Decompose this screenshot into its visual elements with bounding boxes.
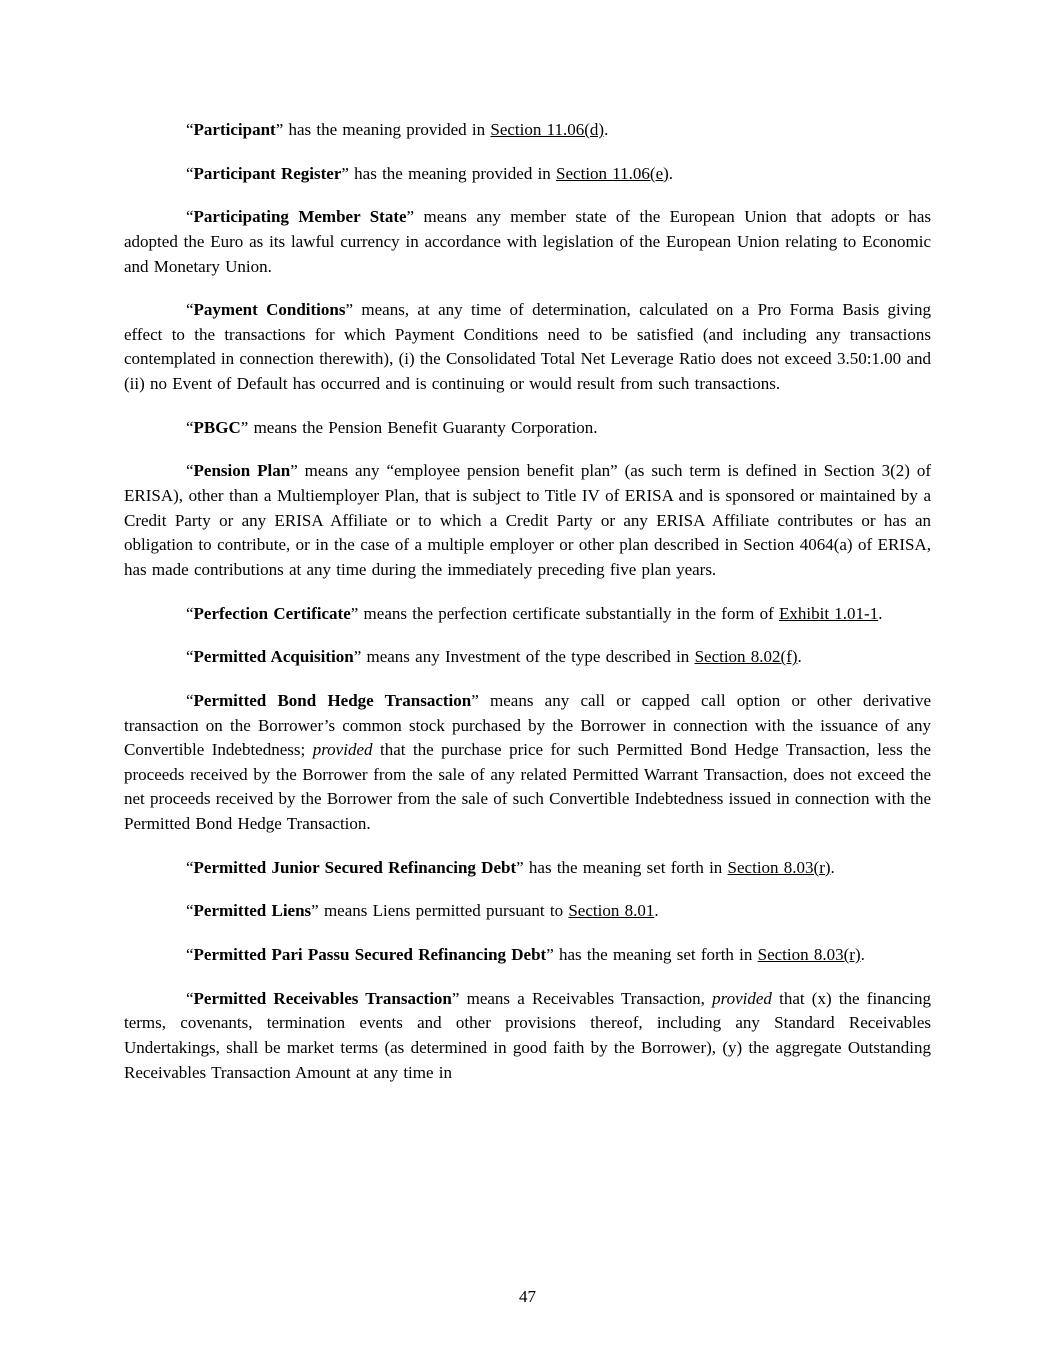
text-run: “ — [186, 300, 194, 320]
text-run: ” has the meaning provided in — [275, 120, 491, 139]
text-run: . — [830, 857, 835, 877]
page-number: 47 — [519, 1286, 536, 1306]
paragraph — [124, 205, 937, 279]
defined-term: Participating Member State — [193, 207, 407, 227]
text-run: . — [668, 163, 674, 183]
section-reference: Exhibit 1.01-1 — [779, 603, 879, 623]
paragraph — [124, 943, 931, 968]
text-run: provided — [712, 988, 772, 1008]
defined-term: Permitted Junior Secured Refinancing Debt — [193, 857, 517, 877]
paragraph — [124, 118, 931, 143]
defined-term: Permitted Liens — [193, 901, 312, 921]
paragraph — [124, 987, 937, 1086]
defined-term: Permitted Pari Passu Secured Refinancing Debt — [193, 945, 547, 965]
paragraph — [124, 416, 931, 441]
defined-term: PBGC — [193, 417, 241, 437]
paragraph — [124, 162, 931, 187]
text-run: ” means Liens permitted pursuant to — [311, 901, 569, 921]
text-run: “ — [186, 207, 194, 227]
defined-term: Permitted Bond Hedge Transaction — [193, 690, 472, 710]
text-run: . — [654, 901, 659, 921]
defined-term: Participant Register — [193, 163, 342, 183]
text-run: . — [860, 945, 865, 965]
paragraph — [124, 899, 931, 924]
paragraph — [124, 459, 937, 582]
text-run: “ — [186, 120, 194, 139]
text-run: . — [878, 603, 883, 623]
text-run: “ — [186, 461, 194, 481]
defined-term: Perfection Certificate — [193, 603, 351, 623]
paragraph — [124, 856, 931, 881]
defined-term: Permitted Receivables Transaction — [193, 988, 452, 1008]
text-run: that (x) the financing terms, covenants, termination events and other provisions thereof, including any Standard Receivables Undertakings, shall be market terms (as determined in good faith by the Borrower), (y) the aggregate Outstanding Receivables Transaction Amount at any time in — [124, 988, 937, 1082]
text-run: “ — [186, 417, 194, 437]
text-run: ” has the meaning provided in — [341, 163, 557, 183]
text-run: . — [604, 120, 609, 139]
text-run: ” means any Investment of the type described in — [353, 647, 695, 667]
text-run: “ — [186, 163, 194, 183]
paragraph — [124, 298, 937, 397]
section-reference: Section 8.03(r) — [757, 945, 861, 965]
text-run: “ — [186, 901, 194, 921]
defined-term: Payment Conditions — [193, 300, 346, 320]
paragraph — [124, 645, 931, 670]
text-run: “ — [186, 857, 194, 877]
text-run: ” has the meaning set forth in — [546, 945, 758, 965]
text-run: “ — [186, 945, 194, 965]
defined-term: Participant — [193, 120, 276, 139]
text-run: “ — [186, 690, 194, 710]
text-run: ” means the perfection certificate substantially in the form of — [350, 603, 779, 623]
defined-term: Pension Plan — [193, 461, 291, 481]
text-run: ” means, at any time of determination, calculated on a Pro Forma Basis giving effect to the transactions for which Payment Conditions need to be satisfied (and including any transactions contemplated in connection therewith), (i) the Consolidated Total Net Leverage Ratio does not exceed 3.50:1.00 and (ii) no Event of Default has occurred and is continuing or would result from such transactions. — [124, 300, 937, 394]
section-reference: Section 8.03(r) — [727, 857, 831, 877]
text-run: that the purchase price for such Permitted Bond Hedge Transaction, less the proceeds received by the Borrower from the sale of any related Permitted Warrant Transaction, does not exceed the net proceeds received by the Borrower from the sale of such Convertible Indebtedness issued in connection with the Permitted Bond Hedge Transaction. — [124, 740, 937, 834]
text-run: provided — [312, 740, 373, 760]
text-run: “ — [186, 603, 194, 623]
section-reference: Section 8.02(f) — [694, 647, 798, 667]
text-run: ” means any “employee pension benefit plan” (as such term is defined in Section 3(2) of ERISA), other than a Multiemployer Plan, that is subject to Title IV of ERISA and is sponsored or maintained by a Credit Party or any ERISA Affiliate or to which a Credit Party or any ERISA Affiliate contributes or has an obligation to contribute, or in the case of a multiple employer or other plan described in Section 4064(a) of ERISA, has made contributions at any time during the immediately preceding five plan years. — [124, 461, 937, 579]
text-run: ” means any call or capped call option or other derivative transaction on the Borrower’s common stock purchased by the Borrower in connection with the issuance of any Convertible Indebtedness; — [124, 690, 937, 760]
section-reference: Section 11.06(d) — [490, 120, 605, 139]
section-reference: Section 8.01 — [568, 901, 655, 921]
text-run: ” means any member state of the European Union that adopts or has adopted the Euro as its lawful currency in accordance with legislation of the European Union relating to Economic and Monetary Union. — [124, 207, 937, 276]
document-body — [124, 118, 937, 1104]
paragraph — [124, 689, 937, 837]
text-run: “ — [186, 647, 194, 667]
text-run: ” means a Receivables Transaction, — [451, 988, 713, 1008]
defined-term: Permitted Acquisition — [193, 647, 354, 667]
section-reference: Section 11.06(e) — [556, 163, 669, 183]
text-run: . — [797, 647, 802, 667]
text-run: ” has the meaning set forth in — [516, 857, 728, 877]
paragraph — [124, 602, 931, 627]
text-run: “ — [186, 988, 194, 1008]
text-run: ” means the Pension Benefit Guaranty Corporation. — [240, 417, 598, 437]
